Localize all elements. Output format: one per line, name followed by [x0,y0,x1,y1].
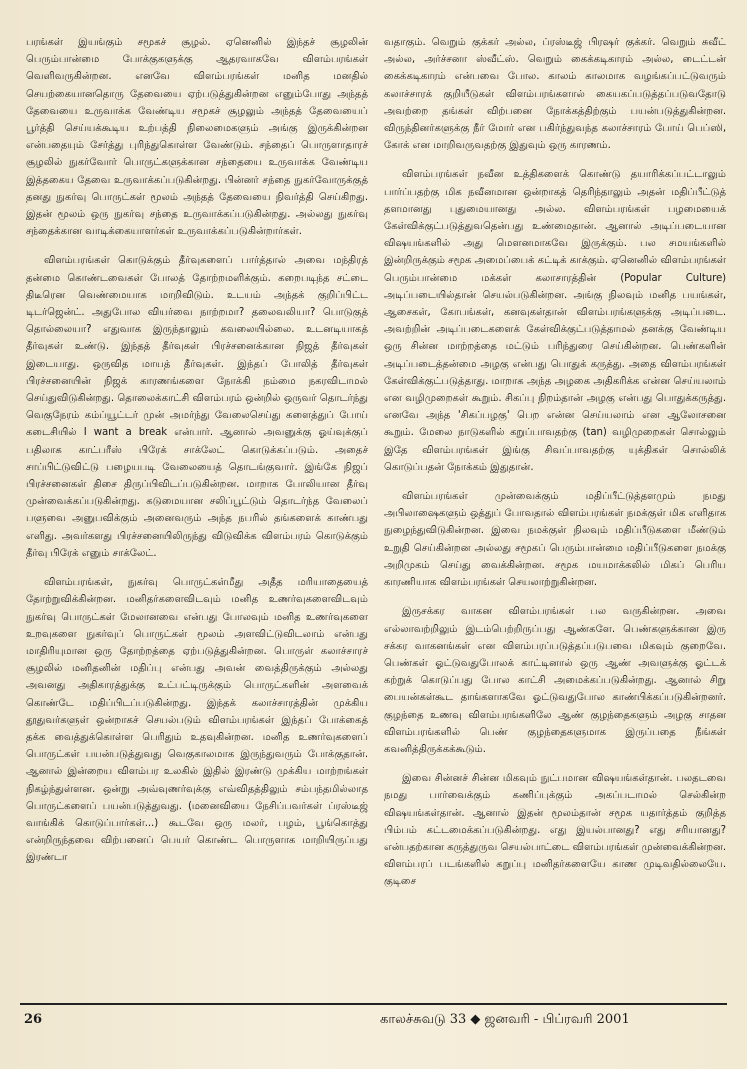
paragraph: வதாகும். வெறும் குக்கர் அல்ல, ப்ரஸ்டீஜ் பிரஷர் குக்கர். வெறும் சுவீட் அல்ல, அர்ச்சனா ஸ்வீட்ஸ். வெறும் கைக்கடிகாரம் அல்ல, டைட்டன் கைக்கடிகாரம் என்பவை போல. காலம் காலமாக வழங்கப்பட்டுவரும் கலாச்சாரக் குறியீடுகள் விளம்பரங்களால் கையகப்படுத்தப்படுவதோடு அவற்றை தங்கள் விற்பனை நோக்கத்திற்கும் பயன்படுத்துகின்றன. விருந்தினர்களுக்கு நீர் மோர் என பகிர்ந்துவந்த கலாச்சாரம் போய் பெப்ஸி, கோக் என மாறிவருவதற்கு இதுவும் ஒரு காரணம். [384,37,726,152]
right-column [384,34,726,1000]
paragraph: இவை சின்னச் சின்ன மிகவும் நுட்பமான விஷயங்கள்தான். பலதடவை நமது பார்வைக்கும் கணிப்புக்கும் அகப்படாமல் செல்கின்ற விஷயங்கள்தான். ஆனால் இதன் மூலம்தான் சமூக யதார்த்தம் குறித்த பிம்பம் கட்டமைக்கப்படுகின்றது. எது இயல்பானது? எது சரியானது? என்பதற்கான கருத்துருவ செயல்பாட்டை விளம்பரங்கள் முன்வைக்கின்றன. விளம்பரப் படங்களில் கறுப்பு மனிதர்களையே காண முடிவதில்லையே. குடிசை [384,773,726,888]
paragraph: விளம்பரங்கள் கொடுக்கும் தீர்வுகளைப் பார்த்தால் அவை மந்திரத் தன்மை கொண்டவைகள் போலத் தோற்றமளிக்கும். கறைபடிந்த சட்டை திடீரென வெண்மையாக மாறிவிடும். உடயம் அந்தக் குறிப்பிட்ட டிடர்ஜென்ட். அதுபோல வியர்வை நாற்றமா? தலைவலியா? பொடுகுத் தொல்லையா? எதுவாக இருந்தாலும் கவலையில்லை. உடனடியாகத் தீர்வுகள் உண்டு. இந்தத் தீர்வுகள் பிரச்சனைக்கான நிஜத் தீர்வுகள் இடையாது. ஒருவித மாயத் தீர்வுகள். இந்தப் போலித் தீர்வுகள் பிரச்சனையின் நிஜக் காரணங்களை நோக்கி நம்மை நகரவிடாமல் செய்துவிடுகின்றது. தொலைக்காட்சி விளம்பரம் ஒன்றில் ஒருவர் தொடர்ந்து வெகுநேரம் கம்ப்யூட்டர் முன் அமர்ந்து வேலைசெய்து களைத்துப் போய் கடைசியில் I want a break என்பார். ஆனால் அவனுக்கு ஓய்வுக்குப் பதிலாக காட்பரீஸ் பிரேக் சாக்லேட் கொடுக்கப்படும். அதைச் சாப்பிட்டுவிட்டு பழையபடி வேலையைத் தொடங்குவார். இங்கே நிஜப் பிரச்சனைகள் திசை திருப்பிவிடப்படுகின்றன. மாறாக போலியான தீர்வு முன்வைக்கப்படுகின்றது. கடுமையான சலிப்பூட்டும் தொடர்ந்த வேலைப் பளுவை அனுபவிக்கும் அனைவரும் அந்த நபரில் தங்களைக் காண்பது எளிது. அவர்களது பிரச்சனையிலிருந்து விடுவிக்க விளம்பரம் கொடுக்கும் தீர்வு பிரேக் எனும் சாக்லேட். [26,255,368,559]
left-column [26,34,368,1000]
publication-line: காலச்சுவடு 33 ◆ ஜனவரி - பிப்ரவரி 2001 [380,1012,630,1027]
page-number: 26 [24,1012,43,1027]
paragraph: இருசக்கர வாகன விளம்பரங்கள் பல வருகின்றன. அவை எல்லாவற்றிலும் இடம்பெற்றிருப்பது ஆண்களே. பெண்களுக்கான இரு சக்கர வாகனங்கள் என விளம்பரப்படுத்தப்படுபவை மிகவும் குறைவே. பெண்கள் ஓட்டுவதுபோலக் காட்டினால் ஒரு ஆண் அவளுக்கு ஓட்டக் கற்றுக் கொடுப்பது போல காட்சி அமைக்கப்படுகின்றது. ஆனால் சிறு பையன்கள்கூட தாங்களாகவே ஓட்டுவதுபோல காண்பிக்கப்படுகின்றனர். குழந்தை உணவு விளம்பரங்களிலே ஆண் குழந்தைகளும் அழகு சாதன விளம்பரங்களில் பெண் குழந்தைகளுமாக இருப்பதை நீங்கள் கவனித்திருக்கக்கூடும். [384,606,726,755]
paragraph: பரங்கள் இயங்கும் சமூகச் சூழல். ஏனெனில் இந்தச் சூழலின் பெரும்பான்மை போக்குகளுக்கு ஆதரவாகவே விளம்பரங்கள் வெளிவருகின்றன. எனவே விளம்பரங்கள் மனித மனதில் செயற்கையானதொரு தேவையை ஏற்படுத்துகின்றன எனும்போது அந்தத் தேவையை உருவாக்க வேண்டிய சமூகச் சூழலும் அந்தத் தேவையைப் பூர்த்தி செய்யக்கூடிய உற்பத்தி நிலைமைகளும் அங்கு இருக்கின்றன என்பதையும் சேர்த்து புரிந்துகொள்ள வேண்டும். சந்தைப் பொருளாதாரச் சூழலில் நுகர்வோர் பொருட்களுக்கான சந்தையை உருவாக்க வேண்டிய இத்தகைய தேவை உருவாக்கப்படுகின்றது. பின்னர் சந்தை நுகர்வோருக்குத் தனது நுகர்வு பொருட்கள் மூலம் அந்தத் தேவையை நிவர்த்தி செய்கிறது. இதன் மூலம் ஒரு நுகர்வு சந்தை உருவாக்கப்படுகின்றது. அல்லது நுகர்வு சந்தைக்கான வாடிக்கையாளர்கள் உருவாக்கப்படுகின்றார்கள். [26,37,368,238]
paragraph: விளம்பரங்கள், நுகர்வு பொருட்கள்மீது அதீத மரியாதையைத் தோற்றுவிக்கின்றன. மனிதர்களைவிடவும் மனித உணர்வுகளைவிடவும் நுகர்வு பொருட்கள் மேலானவை என்பது போலவும் மனித உணர்வுகளை உறவுகளை நுகர்வுப் பொருட்கள் மூலம் அளவிட்டுவிடலாம் என்பது மாதிரியுமான ஒரு தோற்றத்தை ஏற்படுத்துகின்றன. பொருள் கலாச்சாரச் சூழலில் மனிதனின் மதிப்பு என்பது அவன் வைத்திருக்கும் அல்லது அவனது அதிகாரத்துக்கு உட்பட்டிருக்கும் பொருட்களின் அளவைக் கொண்டே மதிப்பிடப்படுகின்றது. இந்தக் கலாச்சாரத்தின் முக்கிய தூதுவர்களுள் ஒன்றாகச் செயல்படும் விளம்பரங்கள் இந்தப் போக்கைத் தக்க வைத்துக்கொள்ள பெரிதும் உதவுகின்றன. மனித உணர்வுகளைப் பொருட்கள் பயன்படுத்துவது வெகுகாலமாக இருந்துவரும் போக்குதான். ஆனால் இன்றைய விளம்பர உலகில் இதில் இரண்டு முக்கிய மாற்றங்கள் நிகழ்ந்துள்ளன. ஒன்று அவ்வுணர்வுக்கு எவ்விதத்திலும் சம்பந்தமில்லாத பொருட்களைப் பயன்படுத்துவது. (மனைவியை நேசிப்பவர்கள் ப்ரஸ்டீஜ் வாங்கிக் கொடுப்பார்கள்...) கூடவே ஒரு மலர், பழம், பூங்கொத்து என்றிருந்தவை விற்பனைப் பெயர் கொண்ட பொருளாக மாறியிருப்பது இரண்டா [26,577,368,864]
paragraph: விளம்பரங்கள் நவீன உத்திகளைக் கொண்டு தயாரிக்கப்பட்டாலும் பார்ப்பதற்கு மிக நவீனமான ஒன்றாகத் தெரிந்தாலும் அதன் மதிப்பீட்டுத் தளமானது புதுமையானது அல்ல. விளம்பரங்கள் பழமையைக் கேள்விக்குட்படுத்துவதென்பது உண்மைதான். ஆனால் அடிப்படையான விஷயங்களில் அது மௌனமாகவே இருக்கும். பல சமயங்களில் இன்றிருக்கும் சமூக அமைப்பைக் கட்டிக் காக்கும். ஏனெனில் விளம்பரங்கள் பெரும்பான்மை மக்கள் கலாசாரத்தின் (Popular Culture) அடிப்படையில்தான் செயல்படுகின்றன. அங்கு நிலவும் மனித பயங்கள், ஆசைகள், கோபங்கள், கனவுகள்தான் விளம்பரங்களுக்கு அடிப்படை. அவற்றின் அடிப்படைகளைக் கேள்விக்குட்படுத்தாமல் தனக்கு வேண்டிய ஒரு சின்ன மாற்றத்தை மட்டும் பரிந்துரை செய்கின்றன. பெண்களின் அடிப்படைத்தன்மை அழகு என்பது பொதுக் கருத்து. அதை விளம்பரங்கள் கேள்விக்குட்படுத்தாது. மாறாக அந்த அழகை அதிகரிக்க என்ன செய்யலாம் என வழிமுறைகள் கூறும். சிகப்பு நிறம்தான் அழகு என்பது பொதுக்கருத்து. எனவே அந்த 'சிகப்பழகு' பெற என்ன செய்யலாம் என ஆலோசனை கூறும். மேலை நாடுகளில் கறுப்பாவதற்கு (tan) வழிமுறைகள் சொல்லும் இதே விளம்பரங்கள் இங்கு சிவப்பாவதற்கு யுக்திகள் சொல்லிக் கொடுப்பதன் நோக்கம் இதுதான். [384,169,726,473]
paragraph: விளம்பரங்கள் முன்வைக்கும் மதிப்பீட்டுத்தளமும் நமது அபிலாஷைகளும் ஒத்துப் போவதால் விளம்பரங்கள் நமக்குள் மிக எளிதாக நுழைந்துவிடுகின்றன. இவை நமக்குள் நிலவும் மதிப்பீடுகளை மீண்டும் உறுதி செய்கின்றன அல்லது சமூகப் பெரும்பான்மை மதிப்பீடுகளை நமக்கு அறிமுகம் செய்து வைக்கின்றன. சமூக மயமாக்கலில் மிகப் பெரிய காரணியாக விளம்பரங்கள் செயலாற்றுகின்றன. [384,491,726,589]
footer-rule [20,1003,727,1005]
page-footer [20,1012,727,1032]
article-body [26,34,726,1000]
